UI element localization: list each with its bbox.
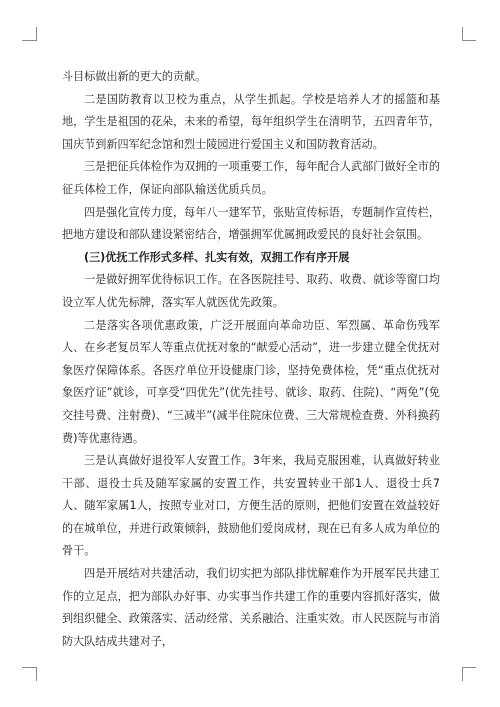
paragraph-military-priority-signs: 一是做好拥军优待标识工作。在各医院挂号、取药、收费、就诊等窗口均设立军人优先标牌，落实军人就医优先政策。	[62, 273, 440, 309]
crop-mark-bottom-left-horizontal	[22, 667, 36, 668]
section-heading-3: (三)优抚工作形式多样、扎实有效，双拥工作有序开展	[84, 250, 350, 264]
crop-mark-bottom-right-horizontal	[462, 667, 476, 668]
crop-mark-top-left-vertical	[36, 27, 37, 41]
paragraph-continuation: 斗目标做出新的更大的贡献。	[62, 70, 207, 83]
paragraph-national-defense-education: 二是国防教育以卫校为重点，从学生抓起。学校是培养人才的摇篮和基地，学生是祖国的花朵，未来的希望，每年组织学生在清明节，五四青年节，国庆节到新四军纪念馆和烈士陵园进行爱国主义和国防教育活动。	[62, 92, 440, 151]
crop-mark-top-right-vertical	[462, 27, 463, 41]
crop-mark-bottom-left-vertical	[36, 667, 37, 681]
paragraph-joint-construction: 四是开展结对共建活动，我们切实把为部队排忧解难作为开展军民共建工作的立足点，把为部队办好事、办实事当作共建工作的重要内容抓好落实，做到组织健全、政策落实、活动经常、关系融洽、注重实效。市人民医院与市消防大队结成共建对子，	[62, 567, 440, 648]
paragraph-publicity: 四是强化宣传力度，每年八一建军节，张贴宣传标语，专题制作宣传栏，把地方建设和部队建设紧密结合，增强拥军优属拥政爱民的良好社会氛围。	[62, 205, 440, 242]
crop-mark-top-left-horizontal	[22, 40, 36, 41]
crop-mark-top-right-horizontal	[462, 40, 476, 41]
paragraph-preferential-policies: 二是落实各项优惠政策，广泛开展面向革命功臣、军烈属、革命伤残军人、在乡老复员军人等重点优抚对象的“献爱心活动”，进一步建立健全优抚对象医疗保障体系。各医疗单位开设健康门诊，坚持免费体检，凭“重点优抚对象医疗证”就诊，可享受“四优先”(优先挂号、就诊、取药、住院)、“两免”(免交挂号费、注射费)、“三减半”(减半住院床位费、三大常规检查费、外科换药费)等优惠待遇。	[62, 318, 440, 445]
paragraph-veteran-resettlement: 三是认真做好退役军人安置工作。3年来，我局克服困难，认真做好转业干部、退役士兵及随军家属的安置工作，共安置转业干部1人、退役士兵7人、随军家属1人，按照专业对口，方便生活的原则，把他们安置在效益较好的在城单位，并进行政策倾斜，鼓励他们爱岗成材，现在已有多人成为单位的骨干。	[62, 454, 440, 558]
paragraph-conscription-physical-exam: 三是把征兵体检作为双拥的一项重要工作，每年配合人武部门做好全市的征兵体检工作，保证向部队输送优质兵员。	[62, 160, 440, 196]
crop-mark-bottom-right-vertical	[462, 667, 463, 681]
document-body	[62, 66, 440, 653]
